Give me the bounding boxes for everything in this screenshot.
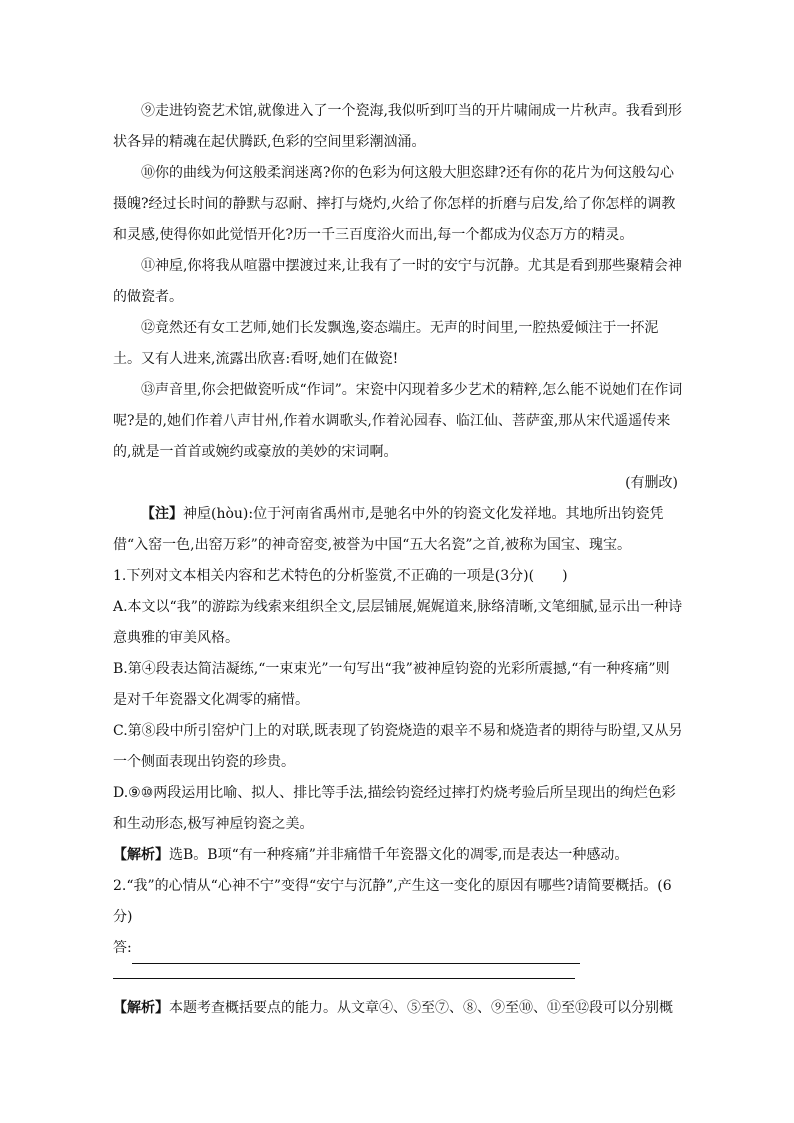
question-2-stem: 2.“我”的心情从“心神不宁”变得“安宁与沉静”,产生这一变化的原因有哪些?请简要概括。(6分) <box>113 878 672 925</box>
option-b: B.第④段表达简洁凝练,“一束束光”一句写出“我”被神垕钧瓷的光彩所震撼,“有一种疼痛”则是对千年瓷器文化凋零的痛惜。 <box>113 661 670 708</box>
paragraph-12: ⑫竟然还有女工艺师,她们长发飘逸,姿态端庄。无声的时间里,一腔热爱倾注于一抔泥土。又有人进来,流露出欣喜:看呀,她们在做瓷! <box>113 320 659 367</box>
source-note: (有删改) <box>625 475 678 491</box>
question-1-stem: 1.下列对文本相关内容和艺术特色的分析鉴赏,不正确的一项是(3分)( ) <box>113 568 568 584</box>
analysis-text: 本题考查概括要点的能力。从文章④、⑤至⑦、⑧、⑨至⑩、⑪至⑫段可以分别概 <box>169 1000 673 1016</box>
option-c: C.第⑧段中所引窑炉门上的对联,既表现了钧瓷烧造的艰辛不易和烧造者的期待与盼望,又从另一个侧面表现出钧瓷的珍贵。 <box>113 723 683 770</box>
question-1-analysis <box>113 840 683 871</box>
analysis-label: 【解析】 <box>113 1000 169 1016</box>
annotation-label: 【注】 <box>141 506 183 522</box>
question-2-analysis <box>113 993 683 1024</box>
annotation <box>113 499 683 561</box>
paragraph-13: ⑬声音里,你会把做瓷听成“作词”。宋瓷中闪现着多少艺术的精粹,怎么能不说她们在作词呢?是的,她们作着八声甘州,作着水调歌头,作着沁园春、临江仙、菩萨蛮,那从宋代遥遥传来的,就是一首首或婉约或豪放的美妙的宋词啊。 <box>113 382 683 460</box>
paragraph-9: ⑨走进钧瓷艺术馆,就像进入了一个瓷海,我似听到叮当的开片啸闹成一片秋声。我看到形状各异的精魂在起伏腾跃,色彩的空间里彩潮汹涌。 <box>113 103 682 150</box>
answer-row <box>113 933 683 964</box>
paragraph-10: ⑩你的曲线为何这般柔润迷离?你的色彩为何这般大胆恣肆?还有你的花片为何这般勾心摄魄?经过长时间的静默与忍耐、摔打与烧灼,火给了你怎样的折磨与启发,给了你怎样的调教和灵感,使得你如此觉悟开化?历一千三百度浴火而出,每一个都成为仪态万方的精灵。 <box>113 165 676 243</box>
option-d: D.⑨⑩两段运用比喻、拟人、排比等手法,描绘钧瓷经过摔打灼烧考验后所呈现出的绚烂色彩和生动形态,极写神垕钧瓷之美。 <box>113 785 676 832</box>
analysis-label: 【解析】 <box>113 847 169 863</box>
paragraph-11: ⑪神垕,你将我从喧嚣中摆渡过来,让我有了一时的安宁与沉静。尤其是看到那些聚精会神的做瓷者。 <box>113 258 682 305</box>
annotation-text: 神垕(hòu):位于河南省禹州市,是驰名中外的钧瓷文化发祥地。其地所出钧瓷凭借“入窑一色,出窑万彩”的神奇窑变,被誉为中国“五大名瓷”之首,被称为国宝、瑰宝。 <box>113 506 664 553</box>
answer-line[interactable] <box>132 943 580 964</box>
option-a: A.本文以“我”的游踪为线索来组织全文,层层铺展,娓娓道来,脉络清晰,文笔细腻,显示出一种诗意典雅的审美风格。 <box>113 599 683 646</box>
analysis-text: 选B。B项“有一种疼痛”并非痛惜千年瓷器文化的凋零,而是表达一种感动。 <box>169 847 629 863</box>
answer-label: 答: <box>113 940 132 956</box>
document-body <box>113 96 683 1024</box>
answer-line-2[interactable] <box>113 970 575 979</box>
